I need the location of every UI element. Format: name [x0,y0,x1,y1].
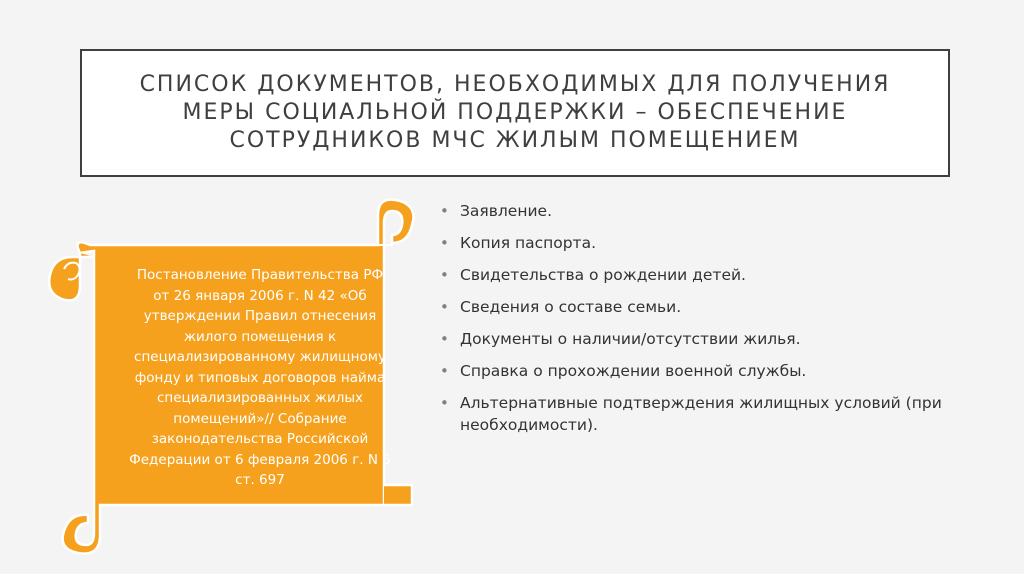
list-item-text: Документы о наличии/отсутствии жилья. [460,330,801,348]
list-item [440,200,980,222]
scroll-banner [40,195,425,565]
list-item [440,264,980,286]
list-item-text: Справка о прохождении военной службы. [460,362,807,380]
bullet-icon: • [440,266,449,284]
list-item [440,232,980,254]
list-item [440,360,980,382]
bullet-icon: • [440,330,449,348]
list-item-text: Копия паспорта. [460,234,597,252]
scroll-text: Постановление Правительства РФ от 26 января 2006 г. N 42 «Об утверждении Правил отнесения жилого помещения к специализированному жилищному фонду и типовых договоров найма специализированных жилых помещений»// Собрание законодательства Российской Федерации от 6 февраля 2006 г. N 6 ст. 697 [129,267,391,488]
title-box [80,49,950,177]
list-item-text: Заявление. [460,202,553,220]
list-item-text: Свидетельства о рождении детей. [460,266,746,284]
slide-title: СПИСОК ДОКУМЕНТОВ, НЕОБХОДИМЫХ ДЛЯ ПОЛУЧЕНИЯ МЕРЫ СОЦИАЛЬНОЙ ПОДДЕРЖКИ – ОБЕСПЕЧЕНИЕ СОТРУДНИКОВ МЧС ЖИЛЫМ ПОМЕЩЕНИЕМ [139,72,891,153]
bullet-icon: • [440,394,449,412]
bullet-icon: • [440,362,449,380]
bullet-icon: • [440,298,449,316]
document-list [440,200,980,446]
list-item [440,328,980,350]
list-item-text: Сведения о составе семьи. [460,298,682,316]
bullet-icon: • [440,234,449,252]
list-item-text: Альтернативные подтверждения жилищных условий (при необходимости). [460,394,942,434]
bullet-icon: • [440,202,449,220]
list-item [440,392,980,436]
list-item [440,296,980,318]
